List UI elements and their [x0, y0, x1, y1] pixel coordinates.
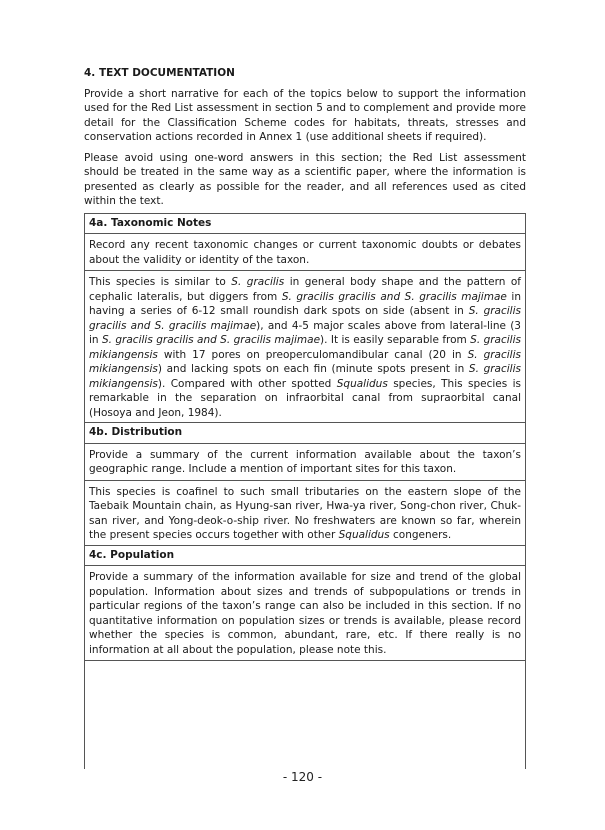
population-prompt: Provide a summary of the information available for size and trend of the global population. Information about sizes and trends of subpopulations or trends in particular regions of the taxon’s range can also be included in this section. If no quantitative information on population sizes or trends is available, please record whether the species is common, abundant, rare, etc. If there really is no information at all about the population, please note this. — [85, 566, 525, 661]
taxonomic-notes-prompt: Record any recent taxonomic changes or current taxonomic doubts or debates about the validity or identity of the taxon. — [85, 234, 525, 271]
taxonomic-notes-heading: 4a. Taxonomic Notes — [85, 214, 525, 235]
document-page — [84, 66, 526, 769]
intro-text — [84, 87, 526, 209]
intro-paragraph-2: Please avoid using one-word answers in this section; the Red List assessment should be treated in the same way as a scientific paper, where the information is presented as clearly as possible for the reader, and all references used as cited within the text. — [84, 151, 526, 207]
intro-paragraph-1: Provide a short narrative for each of the topics below to support the information used for the Red List assessment in section 5 and to complement and provide more detail for the Classification Scheme codes for habitats, threats, stresses and conservation actions recorded in Annex 1 (use additional sheets if required). — [84, 87, 526, 143]
distribution-heading: 4b. Distribution — [85, 423, 525, 444]
distribution-prompt: Provide a summary of the current information available about the taxon’s geographic range. Include a mention of important sites for this taxon. — [85, 444, 525, 481]
section-title: 4. TEXT DOCUMENTATION — [84, 67, 235, 79]
documentation-table — [84, 213, 526, 770]
taxonomic-notes-answer[interactable]: This species is similar to S. gracilis in general body shape and the pattern of cephalic lateralis, but diggers from S. gracilis gracilis and S. gracilis majimae in having a series of 6-12 small roundish dark spots on side (absent in S. gracilis gracilis and S. gracilis majimae), and 4-5 major scales above from lateral-line (3 in S. gracilis gracilis and S. gracilis majimae). It is easily separable from S. gracilis mikiangensis with 17 pores on preoperculomandibular canal (20 in S. gracilis mikiangensis) and lacking spots on each fin (minute spots present in S. gracilis mikiangensis). Compared with other spotted Squalidus species, This species is remarkable in the separation on infraorbital canal from supraorbital canal (Hosoya and Jeon, 1984). — [85, 271, 525, 423]
distribution-answer[interactable]: This species is coafinel to such small tributaries on the eastern slope of the Taebaik Mountain chain, as Hyung-san river, Hwa-ya river, Song-chon river, Chuk-san river, and Yong-deok-o-ship river. No freshwaters are known so far, wherein the present species occurs together with other Squalidus congeners. — [85, 481, 525, 546]
population-heading: 4c. Population — [85, 546, 525, 567]
page-number: - 120 - — [282, 770, 323, 784]
population-answer[interactable] — [85, 661, 525, 769]
